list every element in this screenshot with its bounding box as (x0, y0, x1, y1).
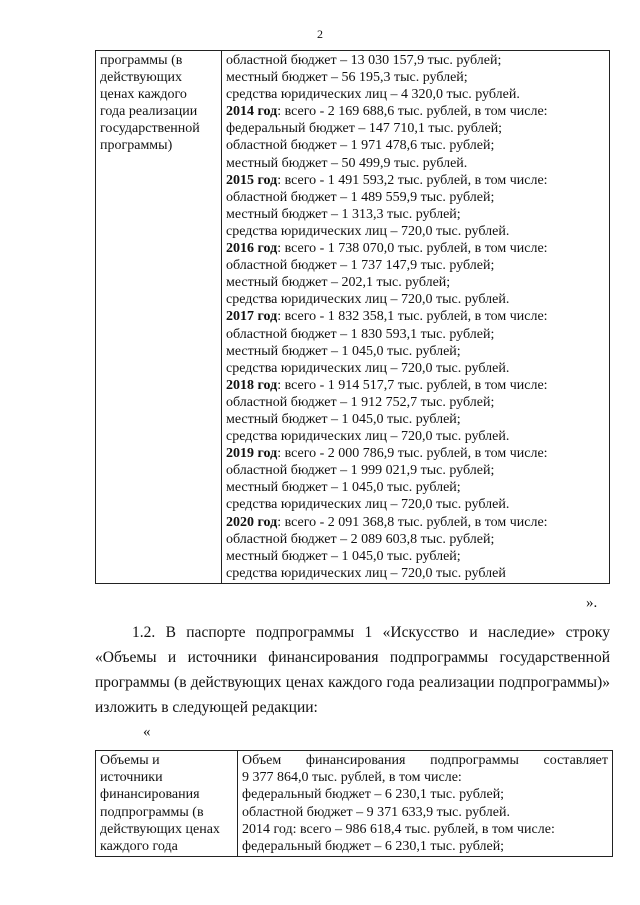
value-text: средства юридических лиц – 720,0 тыс. рублей. (226, 429, 510, 445)
value-text: областной бюджет – 13 030 157,9 тыс. рублей; (226, 53, 502, 68)
row-value-cell (238, 751, 613, 857)
value-text: : всего - 1 832 358,1 тыс. рублей, в том числе: (277, 309, 548, 325)
value-text: областной бюджет – 2 089 603,8 тыс. рублей; (226, 531, 495, 547)
label-line: года реализации (100, 104, 198, 120)
value-line (226, 462, 605, 479)
label-line: Объемы и (100, 753, 160, 768)
value-text: средства юридических лиц – 4 320,0 тыс. рублей. (226, 87, 520, 103)
value-line (226, 172, 605, 189)
value-line (226, 240, 605, 257)
value-text: средства юридических лиц – 720,0 тыс. рублей. (226, 223, 510, 239)
value-line: областной бюджет – 9 371 633,9 тыс. рублей. (242, 804, 510, 820)
value-text: местный бюджет – 50 499,9 тыс. рублей. (226, 155, 468, 171)
value-line (226, 428, 605, 445)
table-row (96, 51, 610, 584)
value-line (226, 445, 605, 462)
label-line: каждого года (100, 839, 178, 855)
opening-quote: « (143, 724, 151, 740)
value-line (226, 479, 605, 496)
label-line: действующих ценах (100, 821, 220, 837)
value-text: : всего - 1 491 593,2 тыс. рублей, в том числе: (277, 172, 548, 188)
value-text: областной бюджет – 1 999 021,9 тыс. рублей; (226, 463, 495, 479)
value-line (226, 326, 605, 343)
label-line: государственной (100, 121, 200, 137)
label-line: ценах каждого (100, 87, 187, 103)
value-text: : всего - 2 000 786,9 тыс. рублей, в том числе: (277, 446, 548, 462)
value-line (226, 137, 605, 154)
value-text: местный бюджет – 202,1 тыс. рублей; (226, 275, 451, 291)
year-label: 2018 год (226, 377, 278, 393)
value-line (226, 69, 605, 86)
label-line: действующих (100, 70, 183, 86)
value-text: областной бюджет – 1 912 752,7 тыс. рублей; (226, 394, 495, 410)
table-row (96, 751, 613, 857)
value-text: средства юридических лиц – 720,0 тыс. рублей (226, 565, 506, 581)
label-line: источники (100, 770, 163, 786)
value-text: областной бюджет – 1 489 559,9 тыс. рублей; (226, 189, 495, 205)
label-line: программы (в (100, 53, 183, 68)
value-line (226, 274, 605, 291)
value-text: : всего - 2 091 368,8 тыс. рублей, в том числе: (277, 514, 548, 530)
row-value-cell (222, 51, 610, 584)
value-line: Объем финансирования подпрограммы составляет (242, 753, 608, 768)
label-line: подпрограммы (в (100, 804, 204, 820)
value-line (226, 343, 605, 360)
year-label: 2014 год (226, 104, 278, 120)
value-line (226, 223, 605, 240)
value-line (226, 514, 605, 531)
value-text: местный бюджет – 56 195,3 тыс. рублей; (226, 70, 468, 86)
value-text: : всего - 1 914 517,7 тыс. рублей, в том числе: (277, 377, 548, 393)
year-label: 2015 год (226, 172, 278, 188)
year-label: 2019 год (226, 446, 278, 462)
value-line (226, 531, 605, 548)
value-text: средства юридических лиц – 720,0 тыс. рублей. (226, 497, 510, 513)
value-text: местный бюджет – 1 045,0 тыс. рублей; (226, 480, 461, 496)
value-line (226, 257, 605, 274)
value-line (226, 86, 605, 103)
financing-table-program (95, 50, 610, 584)
label-line: программы) (100, 138, 173, 154)
value-line: федеральный бюджет – 6 230,1 тыс. рублей; (242, 787, 505, 803)
value-text: областной бюджет – 1 830 593,1 тыс. рублей; (226, 326, 495, 342)
value-line: федеральный бюджет – 6 230,1 тыс. рублей; (242, 839, 505, 855)
value-text: местный бюджет – 1 045,0 тыс. рублей; (226, 548, 461, 564)
value-line (226, 377, 605, 394)
value-text: местный бюджет – 1 045,0 тыс. рублей; (226, 411, 461, 427)
value-line (226, 411, 605, 428)
value-line (226, 394, 605, 411)
value-line (226, 103, 605, 120)
label-line: финансирования (100, 787, 200, 803)
value-line (226, 360, 605, 377)
paragraph-line: изложить в следующей редакции: (95, 699, 318, 716)
value-text: средства юридических лиц – 720,0 тыс. рублей. (226, 360, 510, 376)
value-line (226, 155, 605, 172)
year-label: 2020 год (226, 514, 278, 530)
row-label-cell (96, 751, 238, 857)
row-label-cell (96, 51, 222, 584)
value-text: областной бюджет – 1 971 478,6 тыс. рублей; (226, 138, 495, 154)
value-line (226, 496, 605, 513)
paragraph-line: программы (в действующих ценах каждого года реализации подпрограммы)» (95, 674, 610, 691)
value-text: средства юридических лиц – 720,0 тыс. рублей. (226, 292, 510, 308)
page-number: 2 (317, 27, 323, 41)
paragraph-line: «Объемы и источники финансирования подпрограммы государственной (95, 649, 610, 666)
value-line (226, 52, 605, 69)
value-line (226, 565, 605, 582)
value-line: 2014 год: всего – 986 618,4 тыс. рублей, в том числе: (242, 821, 555, 837)
value-line (226, 189, 605, 206)
value-text: местный бюджет – 1 045,0 тыс. рублей; (226, 343, 461, 359)
value-line: 9 377 864,0 тыс. рублей, в том числе: (242, 770, 462, 786)
value-line (226, 291, 605, 308)
value-text: областной бюджет – 1 737 147,9 тыс. рублей; (226, 258, 495, 274)
value-text: : всего - 2 169 688,6 тыс. рублей, в том числе: (277, 104, 548, 120)
year-label: 2017 год (226, 309, 278, 325)
amendment-paragraph (95, 620, 610, 720)
value-line (226, 308, 605, 325)
financing-table-subprogram (95, 750, 613, 857)
value-text: федеральный бюджет – 147 710,1 тыс. рублей; (226, 121, 503, 137)
value-line (226, 206, 605, 223)
year-label: 2016 год (226, 241, 278, 257)
value-text: местный бюджет – 1 313,3 тыс. рублей; (226, 206, 461, 222)
closing-quote: ». (586, 595, 598, 611)
value-line (226, 120, 605, 137)
value-line (226, 548, 605, 565)
value-text: : всего - 1 738 070,0 тыс. рублей, в том числе: (277, 241, 548, 257)
paragraph-line: 1.2. В паспорте подпрограммы 1 «Искусство и наследие» строку (132, 624, 610, 641)
